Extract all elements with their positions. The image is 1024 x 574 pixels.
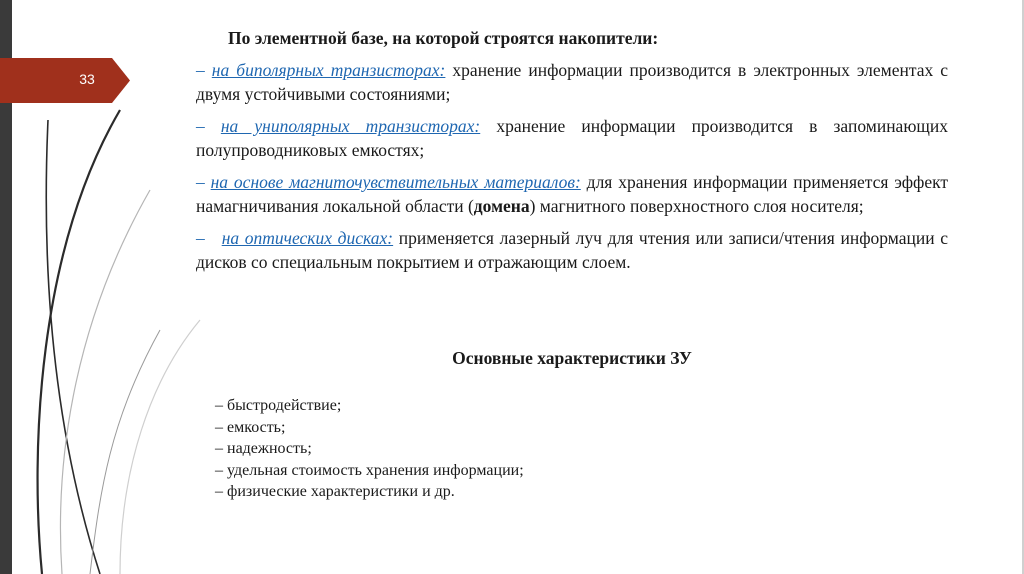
list-item: – быстродействие;: [215, 397, 342, 414]
dash: –: [196, 172, 205, 192]
section-heading: По элементной базе, на которой строятся накопители:: [228, 28, 659, 48]
list-item: – надежность;: [215, 440, 312, 457]
bold-term-domain: домена: [473, 196, 530, 216]
list-item: – емкость;: [215, 418, 286, 436]
list-item: – удельная стоимость хранения информации;: [215, 461, 524, 479]
paragraph-text: хранение информации производится в электронных элементах с двумя устойчивыми состояниями;: [196, 60, 949, 104]
term-unipolar[interactable]: на униполярных транзисторах:: [220, 116, 481, 136]
term-optical[interactable]: на оптических дисках:: [221, 228, 394, 248]
dash: –: [196, 228, 205, 248]
term-bipolar[interactable]: на биполярных транзисторах:: [211, 60, 446, 80]
dash: –: [196, 60, 205, 80]
slide-number: 33: [79, 71, 95, 87]
paragraph-magnetic: [196, 170, 948, 218]
paragraph-bipolar: [196, 58, 948, 106]
term-magnetic[interactable]: на основе магниточувствительных материалов:: [210, 172, 581, 192]
list-item: – физические характеристики и др.: [215, 483, 455, 500]
paragraph-text: для хранения информации применяется эффект намагничивания локальной области (: [196, 172, 949, 216]
characteristics-list: [215, 395, 524, 503]
paragraph-text: применяется лазерный луч для чтения или записи/чтения информации с дисков со специальным покрытием и отражающим слоем.: [196, 228, 949, 272]
slide-content: [196, 26, 948, 274]
paragraph-optical: [196, 226, 948, 274]
paragraph-text: хранение информации производится в запоминающих полупроводниковых емкостях;: [196, 116, 948, 160]
paragraph-unipolar: [196, 114, 948, 162]
dash: –: [196, 116, 205, 136]
characteristics-title: Основные характеристики ЗУ: [452, 348, 692, 368]
paragraph-text: ) магнитного поверхностного слоя носителя;: [529, 196, 864, 216]
